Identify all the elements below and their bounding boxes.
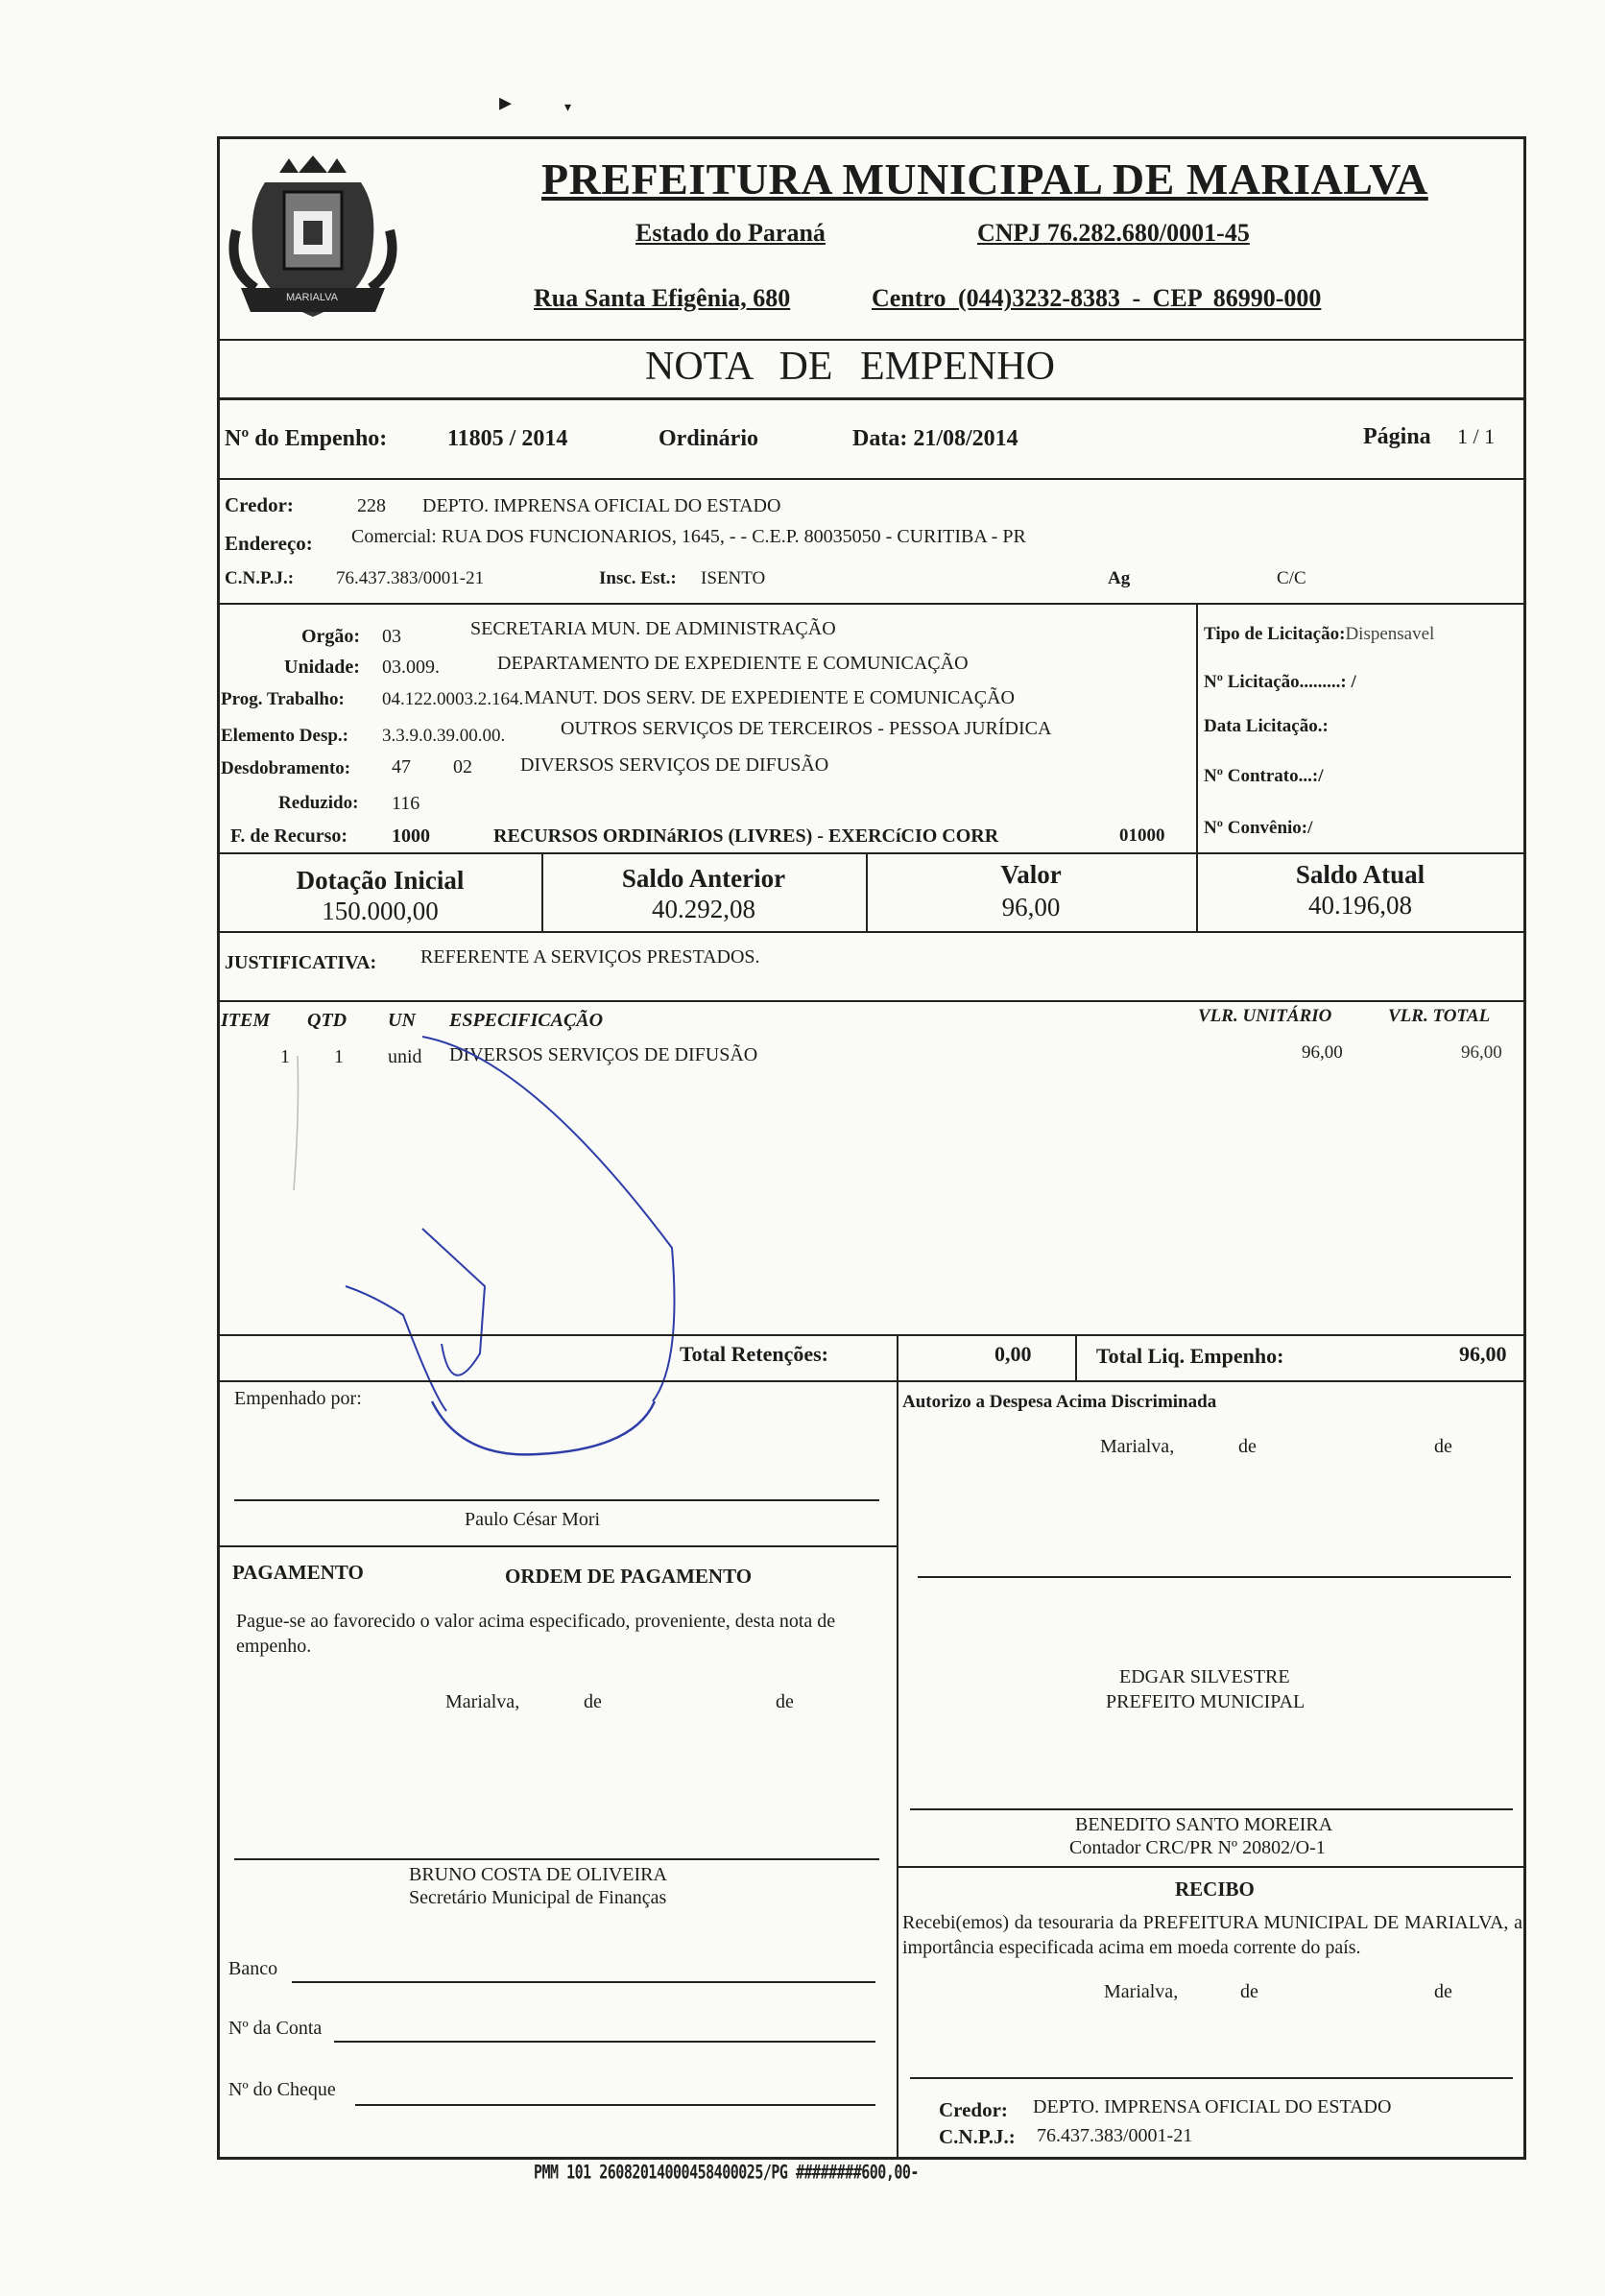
de-1: de <box>584 1691 602 1712</box>
liquido-value: 96,00 <box>1459 1342 1507 1366</box>
unidade-label: Unidade: <box>284 657 360 678</box>
elemento-desc: OUTROS SERVIÇOS DE TERCEIROS - PESSOA JURÍDICA <box>561 718 1052 739</box>
item-qty: 1 <box>334 1046 344 1067</box>
prefeito-title: PREFEITO MUNICIPAL <box>1106 1691 1306 1712</box>
scan-speck: ▸ <box>499 88 513 116</box>
insc-label: Insc. Est.: <box>599 568 677 588</box>
empenhado-por-label: Empenhado por: <box>234 1388 362 1409</box>
cheque-label: Nº do Cheque <box>228 2079 336 2100</box>
address-label: Endereço: <box>225 532 313 555</box>
credor-cnpj-label: C.N.P.J.: <box>225 568 295 588</box>
dotacao-label: Dotação Inicial <box>296 866 465 895</box>
valor-value: 96,00 <box>1001 893 1061 921</box>
elemento-code: 3.3.9.0.39.00.00. <box>382 726 506 746</box>
recurso-code: 1000 <box>392 825 430 847</box>
agency-label: Ag <box>1108 568 1131 588</box>
scan-speck: ▾ <box>564 101 572 115</box>
reduzido-label: Reduzido: <box>278 793 359 813</box>
orgao-code: 03 <box>382 626 401 647</box>
recibo-credor-name: DEPTO. IMPRENSA OFICIAL DO ESTADO <box>1033 2096 1392 2117</box>
de-2: de <box>776 1691 794 1712</box>
prog-code: 04.122.0003.2.164. <box>382 689 524 709</box>
col-unit-value: VLR. UNITÁRIO <box>1198 1006 1332 1026</box>
col-total-value: VLR. TOTAL <box>1388 1006 1491 1026</box>
address-street: Rua Santa Efigênia, 680 <box>534 284 791 312</box>
orgao-label: Orgão: <box>301 626 361 647</box>
col-item: ITEM <box>221 1010 271 1031</box>
justificativa-label: JUSTIFICATIVA: <box>225 952 377 973</box>
empenho-number: 11805 / 2014 <box>447 426 568 451</box>
contrato-number: Nº Contrato...:/ <box>1204 766 1324 786</box>
marialva-city-recibo: Marialva, <box>1104 1981 1179 2002</box>
insc-value: ISENTO <box>701 568 766 588</box>
retencoes-value: 0,00 <box>994 1342 1032 1366</box>
recibo-cnpj-label: C.N.P.J.: <box>939 2125 1016 2148</box>
valor-label: Valor <box>1000 860 1062 889</box>
desdobramento-code: 47 <box>392 756 411 777</box>
contador-title: Contador CRC/PR Nº 20802/O-1 <box>1069 1837 1326 1858</box>
secretario-title: Secretário Municipal de Finanças <box>409 1887 667 1908</box>
elemento-label: Elemento Desp.: <box>221 726 348 746</box>
prog-label: Prog. Trabalho: <box>221 689 345 709</box>
address-district-phone: Centro (044)3232-8383 - CEP 86990-000 <box>872 284 1322 312</box>
credor-code: 228 <box>357 495 386 516</box>
reduzido-code: 116 <box>392 793 420 814</box>
banco-label: Banco <box>228 1958 278 1979</box>
pague-se-text: Pague-se ao favorecido o valor acima especificado, proveniente, desta nota de empenho. <box>236 1611 836 1657</box>
credor-name: DEPTO. IMPRENSA OFICIAL DO ESTADO <box>422 495 781 516</box>
coat-of-arms-icon <box>227 154 399 336</box>
col-spec: ESPECIFICAÇÃO <box>449 1010 604 1031</box>
licitacao-date: Data Licitação.: <box>1204 716 1329 736</box>
contador-name: BENEDITO SANTO MOREIRA <box>1075 1814 1333 1835</box>
unidade-code: 03.009. <box>382 657 440 678</box>
secretario-name: BRUNO COSTA DE OLIVEIRA <box>409 1864 667 1885</box>
desdobramento-sub: 02 <box>453 756 472 777</box>
prefeito-name: EDGAR SILVESTRE <box>1119 1666 1290 1687</box>
col-qtd: QTD <box>307 1010 347 1031</box>
saldo-atual-label: Saldo Atual <box>1295 860 1425 889</box>
marialva-city-autorizo: Marialva, <box>1100 1436 1175 1457</box>
recurso-number: 01000 <box>1119 825 1165 846</box>
municipality-title: PREFEITURA MUNICIPAL DE MARIALVA <box>541 155 1428 203</box>
footer-code: PMM 101 26082014000458400025/PG ########600,00- <box>534 2161 919 2184</box>
credor-cnpj: 76.437.383/0001-21 <box>336 568 485 588</box>
de-6: de <box>1434 1981 1452 2002</box>
de-4: de <box>1434 1436 1452 1457</box>
saldo-anterior-value: 40.292,08 <box>652 895 755 923</box>
item-total-price: 96,00 <box>1461 1042 1502 1063</box>
item-number: 1 <box>280 1046 290 1067</box>
saldo-atual-value: 40.196,08 <box>1308 891 1412 920</box>
empenhado-por-name: Paulo César Mori <box>465 1509 601 1530</box>
dotacao-value: 150.000,00 <box>322 897 439 925</box>
marialva-city-pagamento: Marialva, <box>445 1691 520 1712</box>
document-title: NOTA DE EMPENHO <box>645 345 1055 389</box>
justificativa-text: REFERENTE A SERVIÇOS PRESTADOS. <box>420 946 760 968</box>
item-unit: unid <box>388 1046 422 1067</box>
prog-desc: MANUT. DOS SERV. DE EXPEDIENTE E COMUNICAÇÃO <box>524 687 1015 708</box>
desdobramento-desc: DIVERSOS SERVIÇOS DE DIFUSÃO <box>520 754 829 776</box>
orgao-desc: SECRETARIA MUN. DE ADMINISTRAÇÃO <box>470 618 836 639</box>
item-unit-price: 96,00 <box>1302 1042 1343 1063</box>
desdobramento-label: Desdobramento: <box>221 758 351 778</box>
recibo-text: Recebi(emos) da tesouraria da PREFEITURA MUNICIPAL DE MARIALVA, a importância especificada acima em moeda corrente do país. <box>902 1912 1522 1958</box>
empenho-label: Nº do Empenho: <box>225 426 388 451</box>
licitacao-type-label: Tipo de Licitação:Dispensavel <box>1204 624 1435 644</box>
unidade-desc: DEPARTAMENTO DE EXPEDIENTE E COMUNICAÇÃO <box>497 653 969 674</box>
recurso-label: F. de Recurso: <box>230 825 348 847</box>
empenho-type: Ordinário <box>659 426 759 451</box>
credor-label: Credor: <box>225 493 294 516</box>
ordem-pagamento-label: ORDEM DE PAGAMENTO <box>505 1565 753 1588</box>
recibo-cnpj-value: 76.437.383/0001-21 <box>1037 2125 1193 2146</box>
de-5: de <box>1240 1981 1258 2002</box>
licitacao-type-value: Dispensavel <box>1345 624 1435 644</box>
credor-address: Comercial: RUA DOS FUNCIONARIOS, 1645, - - C.E.P. 80035050 - CURITIBA - PR <box>351 526 1026 547</box>
conta-label: Nº da Conta <box>228 2018 323 2039</box>
item-spec: DIVERSOS SERVIÇOS DE DIFUSÃO <box>449 1044 758 1065</box>
retencoes-label: Total Retenções: <box>680 1342 828 1366</box>
licitacao-number: Nº Licitação.........: / <box>1204 672 1356 692</box>
recurso-desc: RECURSOS ORDINáRIOS (LIVRES) - EXERCíCIO CORR <box>493 825 999 847</box>
pagamento-label: PAGAMENTO <box>232 1561 364 1584</box>
convenio-number: Nº Convênio:/ <box>1204 818 1313 838</box>
empenho-date: Data: 21/08/2014 <box>852 426 1018 451</box>
recibo-title: RECIBO <box>1175 1877 1255 1901</box>
account-label: C/C <box>1277 568 1306 588</box>
state-name: Estado do Paraná <box>635 219 826 247</box>
saldo-anterior-label: Saldo Anterior <box>621 864 786 893</box>
page-label: Página <box>1363 424 1431 449</box>
col-un: UN <box>388 1010 416 1031</box>
liquido-label: Total Liq. Empenho: <box>1096 1344 1284 1368</box>
autorizo-text: Autorizo a Despesa Acima Discriminada <box>902 1392 1217 1412</box>
de-3: de <box>1238 1436 1257 1457</box>
page-number: 1 / 1 <box>1457 424 1496 448</box>
recibo-credor-label: Credor: <box>939 2098 1008 2121</box>
coat-banner-text: MARIALVA <box>286 292 338 303</box>
municipality-cnpj: CNPJ 76.282.680/0001-45 <box>977 219 1250 247</box>
